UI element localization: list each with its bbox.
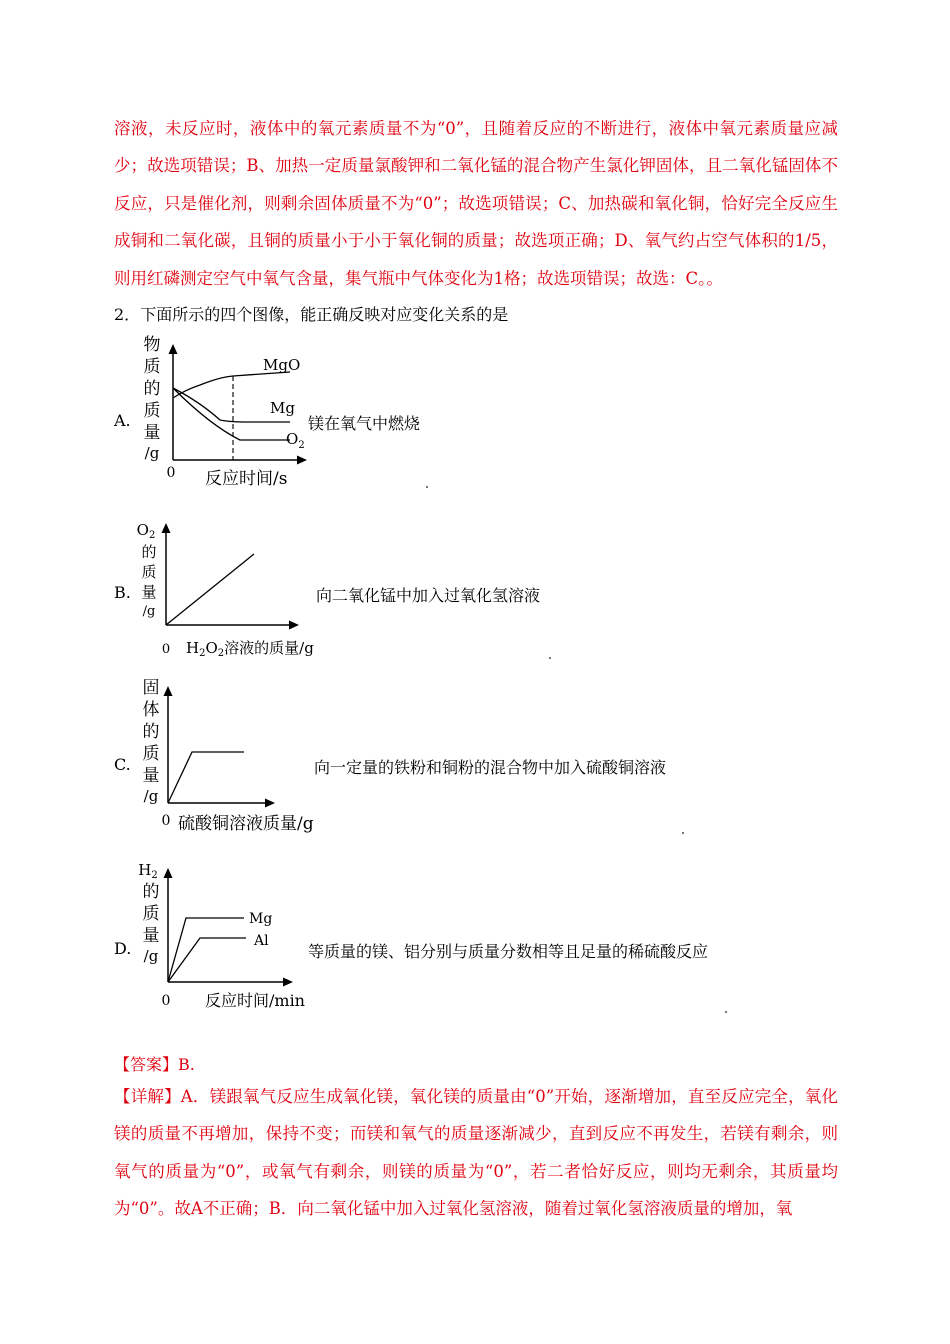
explanation-paragraph: 溶液，未反应时，液体中的氧元素质量不为“0”，且随着反应的不断进行，液体中氧元素质量应减少；故选项错误；B、加热一定质量氯酸钾和二氧化锰的混合物产生氯化钾固体，且二氧化锰固体不反应，只是催化剂，则剩余固体质量不为“0”；故选项错误；C、加热碳和氧化铜，恰好完全反应生成铜和二氧化碳，且铜的质量小于小于氧化铜的质量；故选项正确；D、氧气约占空气体积的1/5，则用红磷测定空气中氧气含量，集气瓶中气体变化为1格；故选项错误；故选：C。。 (114, 119, 838, 288)
chart-b-ylabel-o: O (136, 521, 149, 539)
chart-b-y-arrow (162, 523, 171, 533)
chart-a-ylabel-6: /g (144, 444, 160, 462)
option-c-chart (130, 675, 330, 840)
chart-b-ylabel-4: 量 (141, 583, 157, 601)
chart-c-ylabel-3: 的 (142, 722, 160, 742)
chart-a-label-o2 (286, 430, 305, 451)
chart-b-xlabel (186, 639, 314, 659)
chart-c-xlabel: 硫酸铜溶液质量/g (178, 814, 314, 834)
option-a-description: 镁在氧气中燃烧 (308, 414, 421, 433)
option-c-description: 向一定量的铁粉和铜粉的混合物中加入硫酸铜溶液 (314, 758, 667, 777)
option-d-letter: D. (114, 939, 132, 958)
chart-d-x-arrow (283, 978, 293, 987)
chart-b-ylabel-2: 的 (141, 543, 157, 561)
chart-b-xlabel-o: O (205, 639, 218, 657)
chart-c-y-arrow (164, 686, 173, 696)
chart-b-ylabel-5: /g (142, 604, 156, 619)
chart-b-ylabel-3: 质 (141, 563, 157, 581)
chart-d-ylabel-4: 量 (142, 926, 160, 946)
chart-b-x-arrow (289, 621, 299, 630)
chart-b-xlabel-o-sub: 2 (217, 648, 225, 659)
chart-a-label-mg: Mg (270, 399, 295, 417)
stray-mark (426, 486, 428, 488)
chart-c-ylabel-1: 固 (142, 678, 160, 698)
chart-a-ylabel-2: 质 (143, 357, 161, 377)
chart-a-ylabel-4: 质 (143, 401, 161, 421)
option-d-description: 等质量的镁、铝分别与质量分数相等且足量的稀硫酸反应 (308, 942, 709, 961)
question-text: 下面所示的四个图像，能正确反映对应变化关系的是 (140, 305, 509, 324)
option-b-chart (130, 515, 330, 665)
chart-d-origin: 0 (161, 993, 171, 1009)
detail-paragraph (114, 1078, 838, 1228)
chart-d-label-mg: Mg (249, 911, 273, 927)
chart-d-ylabel-3: 质 (142, 904, 160, 924)
chart-c-ylabel-5: 量 (142, 766, 160, 786)
option-b-description: 向二氧化锰中加入过氧化氢溶液 (316, 586, 541, 605)
chart-c-origin: 0 (161, 813, 171, 829)
chart-c-line (168, 752, 244, 803)
answer-line (114, 1052, 195, 1075)
chart-a-ylabel-1: 物 (143, 335, 161, 355)
stray-mark (682, 832, 684, 834)
detail-text: A．镁跟氧气反应生成氧化镁，氧化镁的质量由“0”开始，逐渐增加，直至反应完全，氧化镁的质量不再增加，保持不变；而镁和氧气的质量逐渐减少，直到反应不再发生，若镁有剩余，则氧气的质量为“0”，或氧气有剩余，则镁的质量为“0”，若二者恰好反应，则均无剩余，其质量均为“0”。故A不正确；B．向二氧化锰中加入过氧化氢溶液，随着过氧化氢溶液质量的增加，氧 (114, 1087, 838, 1219)
chart-a-xlabel: 反应时间/s (205, 469, 288, 489)
chart-a-mgo-curve (173, 372, 290, 398)
chart-b-xlabel-h: H (186, 639, 200, 657)
chart-d-ylabel-h: H (138, 861, 152, 879)
chart-a-x-arrow (297, 456, 307, 465)
question-number: 2． (114, 305, 141, 324)
chart-c-ylabel-4: 质 (142, 744, 160, 764)
question-line (114, 302, 508, 325)
answer-value: B. (178, 1055, 195, 1074)
chart-d-y-arrow (164, 868, 173, 878)
option-d-chart (130, 855, 340, 1020)
chart-b-origin: 0 (161, 642, 171, 657)
chart-a-ylabel-3: 的 (143, 379, 161, 399)
option-a-chart (130, 330, 330, 490)
chart-a-y-arrow (169, 344, 178, 354)
option-c-letter: C. (114, 755, 131, 774)
chart-d-ylabel-5: /g (143, 947, 159, 965)
chart-b-ylabel-1 (137, 521, 156, 541)
detail-label: 【详解】 (114, 1087, 181, 1106)
chart-d-ylabel-2: 的 (142, 882, 160, 902)
chart-d-ylabel-1 (138, 861, 157, 881)
option-a-letter: A. (114, 411, 131, 430)
chart-c-ylabel-2: 体 (142, 700, 160, 720)
answer-label: 【答案】 (114, 1055, 179, 1074)
chart-c-ylabel-6: /g (143, 787, 159, 805)
stray-mark (725, 1011, 727, 1013)
chart-b-ylabel-o-sub: 2 (148, 530, 156, 541)
chart-d-xlabel: 反应时间/min (205, 991, 305, 1010)
chart-d-label-al: Al (254, 933, 269, 949)
chart-d-al-line (168, 938, 246, 982)
option-b-letter: B. (114, 583, 131, 602)
chart-c-x-arrow (265, 799, 275, 808)
chart-a-label-mgo: MgO (263, 356, 301, 374)
stray-mark (549, 657, 551, 659)
chart-a-label-o-sub: 2 (298, 440, 305, 451)
chart-d-ylabel-h-sub: 2 (151, 870, 158, 881)
chart-b-xlabel-rest: 溶液的质量/g (224, 639, 314, 657)
chart-d-mg-line (168, 918, 244, 982)
chart-a-origin: 0 (166, 465, 176, 481)
chart-b-xlabel-h-sub: 2 (199, 648, 206, 659)
chart-a-ylabel-5: 量 (143, 423, 161, 443)
chart-a-label-o: O (286, 430, 299, 448)
chart-b-line (166, 554, 254, 625)
